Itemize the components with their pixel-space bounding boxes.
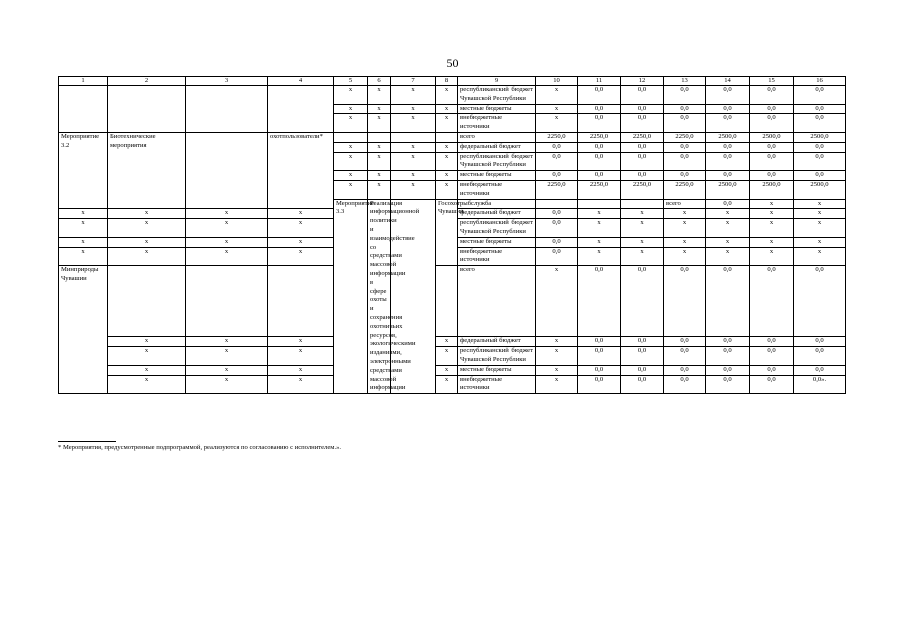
cell: х [59,237,108,247]
cell: 0,0 [621,171,664,181]
cell: х [186,375,268,394]
cell: 2500,0 [706,180,750,199]
cell: 0,0 [794,365,846,375]
cell: х [436,86,458,105]
cell: х [436,365,458,375]
cell: 0,0 [664,337,706,347]
cell: 0,0 [750,375,794,394]
cell: х [706,247,750,266]
cell: 0,0 [706,337,750,347]
cell: 0,0 [621,365,664,375]
blank-cell [578,199,621,209]
table-row [59,347,846,366]
cell: 0,0 [664,365,706,375]
cell: 0,0 [794,114,846,133]
cell: х [436,337,458,347]
cell: 2500,0 [750,132,794,142]
cell: х [108,247,186,266]
cell: х [436,142,458,152]
cell: х [794,247,846,266]
blank-cell [334,132,368,142]
cell: х [436,104,458,114]
cell: 0,0 [664,142,706,152]
cell: х [391,114,436,133]
cell: х [268,337,334,347]
cell: 2250,0 [621,180,664,199]
header-cell: 16 [794,77,846,86]
cell: х [59,247,108,266]
cell: х [391,171,436,181]
cell: 0,0 [750,347,794,366]
header-cell: 14 [706,77,750,86]
cell: х [334,152,368,171]
cell: 0,0 [706,375,750,394]
cell: 0,0 [794,347,846,366]
cell: х [794,237,846,247]
source-cell: внебюджетные источники [458,114,536,133]
table-row [59,132,846,142]
cell: 0,0 [750,171,794,181]
source-cell: всего [664,199,706,209]
cell: х [368,142,391,152]
event-executor: охотпользователи* [268,132,334,208]
cell: х [706,219,750,238]
cell: х [268,219,334,238]
cell: х [536,114,578,133]
cell: 0,0 [536,247,578,266]
cell: х [334,114,368,133]
header-cell: 4 [268,77,334,86]
cell: 2250,0 [664,180,706,199]
cell: х [436,171,458,181]
cell: х [621,209,664,219]
cell: 0,0 [578,171,621,181]
event-title: Биотехнические мероприятия [108,132,186,208]
cell: х [391,152,436,171]
event-code: Мероприятие 3.2 [59,132,108,208]
source-cell: местные бюджеты [458,104,536,114]
cell: х [186,209,268,219]
cell: х [108,209,186,219]
cell: 0,0 [706,152,750,171]
cell: х [664,209,706,219]
cell: 2500,0 [750,180,794,199]
cell: 0,0 [578,114,621,133]
event-code: Мероприятие 3.3 [334,199,368,394]
cell: 0,0 [706,114,750,133]
blank-cell [59,86,108,133]
cell: 0,0 [664,266,706,337]
cell: 0,0 [794,266,846,337]
blank-cell [536,199,578,209]
cell: х [794,199,846,209]
cell: х [750,219,794,238]
cell: х [750,199,794,209]
page-number: 50 [446,56,459,70]
cell: 0,0 [664,104,706,114]
cell: 2250,0 [578,180,621,199]
cell: х [391,104,436,114]
blank-cell [108,266,186,337]
cell: 0,0 [621,266,664,337]
header-row [59,77,846,86]
cell: х [186,347,268,366]
cell: 2250,0 [536,180,578,199]
cell: 0,0 [664,114,706,133]
cell: х [436,152,458,171]
table-row [59,86,846,105]
cell: 0,0 [706,171,750,181]
blank-cell [436,266,458,337]
cell: 0,0». [794,375,846,394]
cell: 0,0 [621,347,664,366]
cell: х [268,237,334,247]
cell: х [108,337,186,347]
cell: 0,0 [664,152,706,171]
source-cell: федеральный бюджет [458,209,536,219]
cell: 2500,0 [794,132,846,142]
cell: 0,0 [578,375,621,394]
header-cell: 12 [621,77,664,86]
cell: 0,0 [536,142,578,152]
blank-cell [186,86,268,133]
cell: 0,0 [621,104,664,114]
table-row [59,337,846,347]
blank-cell [368,132,391,142]
cell: 0,0 [578,365,621,375]
cell: 0,0 [794,142,846,152]
cell: 2500,0 [706,132,750,142]
cell: х [536,266,578,337]
cell: х [268,247,334,266]
source-cell: внебюджетные источники [458,247,536,266]
cell: 0,0 [750,337,794,347]
source-cell: республиканский бюджет Чувашской Республики [458,152,536,171]
cell: 0,0 [664,347,706,366]
cell: х [108,365,186,375]
cell: х [578,219,621,238]
cell: х [268,365,334,375]
cell: 0,0 [621,375,664,394]
header-cell: 1 [59,77,108,86]
cell: х [621,247,664,266]
cell: 0,0 [664,86,706,105]
cell: х [436,375,458,394]
cell: 0,0 [706,86,750,105]
header-cell: 11 [578,77,621,86]
cell: х [664,219,706,238]
cell: х [108,347,186,366]
source-cell: внебюджетные источники [458,375,536,394]
cell: 0,0 [706,142,750,152]
cell: 0,0 [794,86,846,105]
cell: х [334,86,368,105]
blank-cell [436,132,458,142]
source-cell: федеральный бюджет [458,142,536,152]
cell: х [436,347,458,366]
cell: х [59,219,108,238]
cell: х [436,180,458,199]
cell: 0,0 [621,142,664,152]
cell: 0,0 [750,86,794,105]
table-row [59,266,846,337]
source-cell: внебюджетные источники [458,180,536,199]
cell: 2250,0 [621,132,664,142]
cell: х [536,86,578,105]
cell: 0,0 [578,86,621,105]
source-cell: республиканский бюджет Чувашской Республики [458,219,536,238]
cell: х [108,375,186,394]
blank-cell [268,266,334,337]
cell: х [368,86,391,105]
cell: х [186,247,268,266]
cell: х [186,337,268,347]
header-cell: 13 [664,77,706,86]
cell: 0,0 [578,142,621,152]
cell: х [536,375,578,394]
header-cell: 6 [368,77,391,86]
source-cell: федеральный бюджет [458,337,536,347]
source-cell: республиканский бюджет Чувашской Республики [458,86,536,105]
cell: х [268,209,334,219]
cell: 0,0 [706,266,750,337]
cell: х [578,237,621,247]
header-cell: 3 [186,77,268,86]
cell: х [368,104,391,114]
cell: 0,0 [750,365,794,375]
cell: х [368,114,391,133]
event-executor: Госохотрыбслужба Чувашии [436,199,458,266]
cell: х [108,219,186,238]
cell: х [391,180,436,199]
cell: х [536,104,578,114]
cell: х [578,247,621,266]
cell: 0,0 [750,266,794,337]
cell: 0,0 [578,266,621,337]
cell: 0,0 [706,365,750,375]
cell: х [368,152,391,171]
cell: х [621,237,664,247]
cell: 0,0 [536,152,578,171]
cell: 0,0 [794,152,846,171]
table-row [59,375,846,394]
cell: х [268,375,334,394]
blank-cell [391,132,436,142]
cell: х [436,114,458,133]
cell: 0,0 [621,152,664,171]
header-cell: 9 [458,77,536,86]
cell: х [108,237,186,247]
cell: х [536,365,578,375]
source-cell: республиканский бюджет Чувашской Республики [458,347,536,366]
table-row [59,365,846,375]
cell: 0,0 [536,209,578,219]
cell: х [536,337,578,347]
cell: 0,0 [621,86,664,105]
cell: 0,0 [578,337,621,347]
cell: х [391,142,436,152]
budget-table [58,76,846,394]
blank-cell [268,86,334,133]
cell: 0,0 [750,152,794,171]
header-cell: 7 [391,77,436,86]
footnote: * Мероприятия, предусмотренные подпрограммой, реализуются по согласованию с исполнителем.». [58,444,342,451]
cell: 0,0 [536,171,578,181]
cell: 2250,0 [536,132,578,142]
cell: 0,0 [536,219,578,238]
cell: х [186,219,268,238]
header-cell: 2 [108,77,186,86]
cell: х [750,237,794,247]
blank-cell [621,199,664,209]
header-cell: 10 [536,77,578,86]
blank-cell [186,266,268,337]
cell: 0,0 [578,152,621,171]
source-cell: местные бюджеты [458,365,536,375]
source-cell: местные бюджеты [458,237,536,247]
cell: 0,0 [536,237,578,247]
cell: 0,0 [794,104,846,114]
cell: 0,0 [750,142,794,152]
blank-cell [108,86,186,133]
cell: х [621,219,664,238]
cell: 0,0 [794,171,846,181]
cell: х [334,142,368,152]
cell: х [368,180,391,199]
cell: 0,0 [664,375,706,394]
cell: 2250,0 [578,132,621,142]
source-cell: всего [458,132,536,142]
cell: 0,0 [578,104,621,114]
blank-cell [186,132,268,208]
cell: х [186,237,268,247]
source-cell: всего [458,266,536,337]
cell: х [59,209,108,219]
cell: 0,0 [706,347,750,366]
cell: х [578,209,621,219]
cell: х [706,209,750,219]
cell: х [334,104,368,114]
cell: 2250,0 [664,132,706,142]
header-cell: 5 [334,77,368,86]
cell: 2500,0 [794,180,846,199]
cell: 0,0 [750,114,794,133]
cell: х [664,247,706,266]
cell: х [794,219,846,238]
cell: 0,0 [664,171,706,181]
cell: 0,0 [578,347,621,366]
cell: х [706,237,750,247]
event-executor: Минприроды Чувашии [59,266,108,394]
cell: х [334,171,368,181]
cell: х [750,247,794,266]
cell: х [334,180,368,199]
cell: х [536,347,578,366]
cell: х [186,365,268,375]
cell: 0,0 [706,104,750,114]
header-cell: 15 [750,77,794,86]
cell: х [391,86,436,105]
source-cell: местные бюджеты [458,171,536,181]
cell: х [664,237,706,247]
cell: 0,0 [750,104,794,114]
cell: 0,0 [621,337,664,347]
footnote-divider [58,441,116,442]
cell: х [368,171,391,181]
cell: х [268,347,334,366]
header-cell: 8 [436,77,458,86]
event-title: Реализация информационной политики и взаимодействие со средствами массовой информации в сфере охоты и сохранения охотничьих ресурсов, экологическими изданиями, электронными средствами массовой информации [368,199,391,394]
cell: 0,0 [621,114,664,133]
cell: 0,0 [706,199,750,209]
cell: х [750,209,794,219]
cell: 0,0 [794,337,846,347]
cell: х [794,209,846,219]
